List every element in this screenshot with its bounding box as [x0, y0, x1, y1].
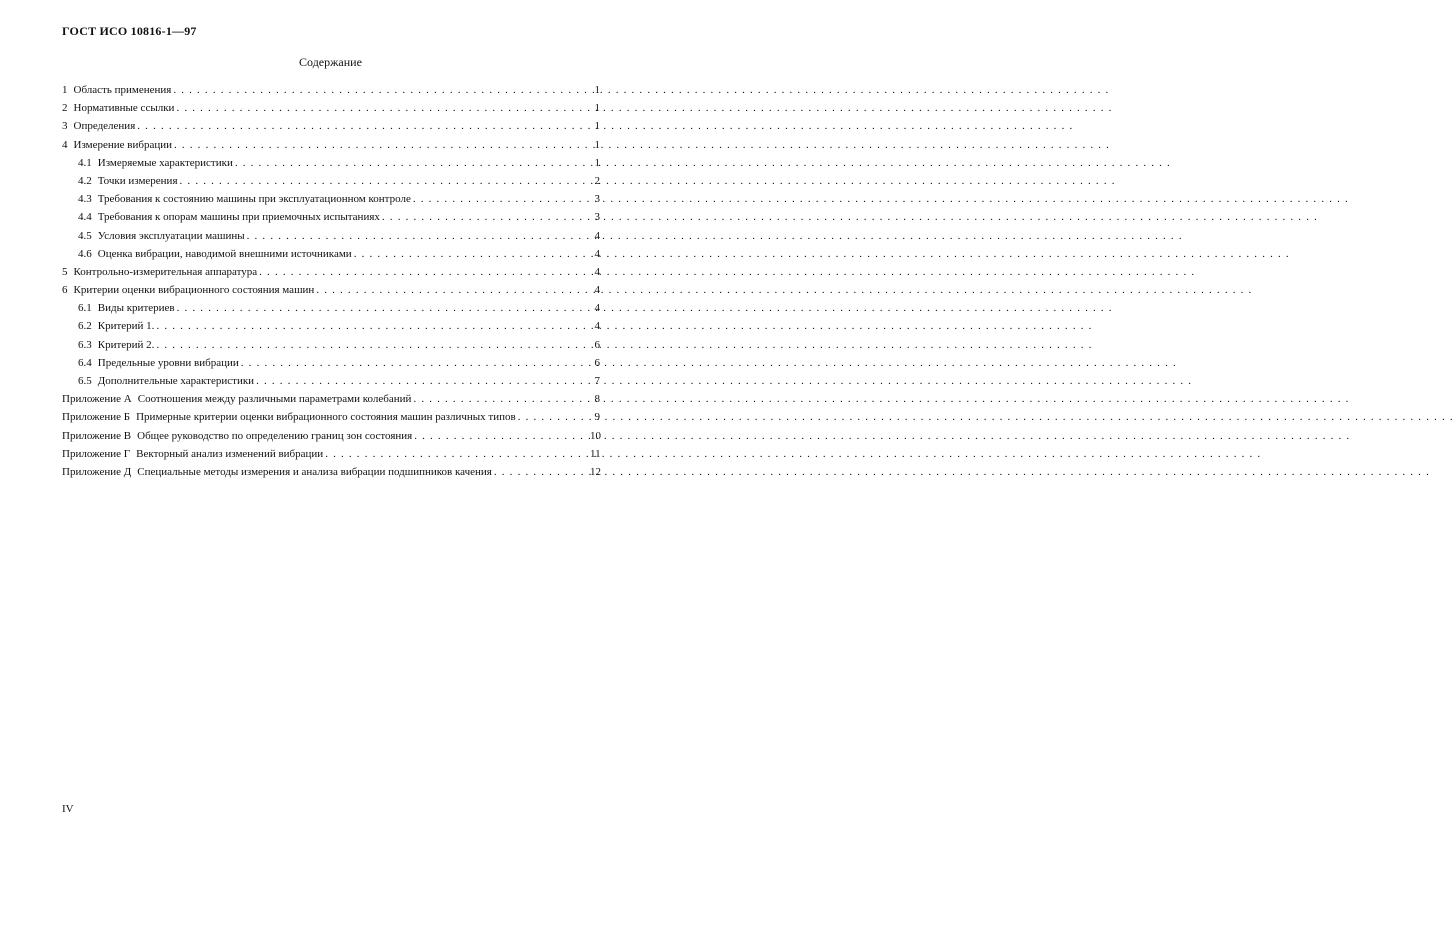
toc-entry[interactable]: [62, 463, 600, 481]
toc-entry-label: Предельные уровни вибрации: [97, 356, 239, 369]
toc-entry-number: Приложение Г: [62, 447, 131, 460]
toc-entry-label: Требования к состоянию машины при эксплуатационном контроле: [97, 193, 411, 206]
toc-entry-number: 4: [62, 138, 68, 151]
toc-entry-page: 2: [594, 174, 600, 187]
toc-entry-number: 5: [62, 265, 68, 278]
table-of-contents: [62, 81, 600, 481]
toc-leader-dots: [241, 354, 588, 372]
toc-entry-number: Приложение А: [62, 393, 132, 406]
toc-leader-dots: [382, 208, 588, 226]
toc-entry-number: 3: [62, 120, 68, 133]
toc-entry-page: 11: [590, 447, 601, 460]
toc-leader-dots: [137, 117, 588, 135]
toc-entry-number: Приложение Д: [62, 465, 132, 478]
toc-leader-dots: [173, 81, 588, 99]
toc-entry[interactable]: [62, 154, 600, 172]
toc-entry-page: 1: [594, 120, 600, 133]
toc-entry-label: Измеряемые характеристики: [97, 156, 233, 169]
toc-entry-page: 4: [594, 229, 600, 242]
toc-leader-dots: [174, 136, 588, 154]
toc-entry-label: Требования к опорам машины при приемочных испытаниях: [97, 211, 380, 224]
toc-entry[interactable]: [62, 136, 600, 154]
toc-entry[interactable]: [62, 227, 600, 245]
toc-entry-page: 4: [594, 265, 600, 278]
toc-entry-label: Область применения: [73, 84, 172, 96]
toc-entry-number: 6.1: [78, 302, 92, 315]
toc-entry-number: 4.4: [78, 211, 92, 224]
toc-entry[interactable]: [62, 99, 600, 117]
toc-leader-dots: [414, 427, 588, 445]
toc-entry[interactable]: [62, 245, 600, 263]
toc-entry-label: Оценка вибрации, наводимой внешними источниками: [97, 247, 352, 260]
toc-entry[interactable]: [62, 117, 600, 135]
toc-entry-number: 4.2: [78, 174, 92, 187]
document-code: ГОСТ ИСО 10816-1—97: [62, 24, 197, 38]
toc-entry-number: 6.2: [78, 320, 92, 333]
toc-entry-number: 4.3: [78, 193, 92, 206]
toc-entry-page: 4: [594, 302, 600, 315]
toc-leader-dots: [235, 154, 588, 172]
toc-leader-dots: [413, 190, 588, 208]
toc-entry-number: 6.5: [78, 375, 92, 387]
toc-entry-page: 1: [594, 138, 600, 151]
toc-entry-number: Приложение Б: [62, 411, 131, 424]
toc-entry-page: 3: [594, 211, 600, 224]
toc-entry-page: 1: [594, 102, 600, 115]
toc-entry[interactable]: [62, 354, 600, 372]
toc-entry-number: Приложение В: [62, 429, 132, 442]
toc-entry-page: 10: [590, 429, 601, 442]
toc-entry[interactable]: [62, 390, 600, 408]
toc-leader-dots: [518, 408, 588, 426]
toc-entry-number: 1: [62, 84, 68, 96]
toc-entry-label: Дополнительные характеристики: [97, 375, 255, 387]
toc-entry-number: 4.1: [78, 156, 92, 169]
toc-entry-number: 6: [62, 284, 68, 297]
toc-entry[interactable]: [62, 190, 600, 208]
toc-entry-label: Соотношения между различными параметрами колебаний: [137, 393, 412, 406]
toc-entry-page: 3: [594, 193, 600, 206]
toc-entry[interactable]: [62, 281, 600, 299]
toc-leader-dots: [247, 227, 588, 245]
toc-entry-label: Измерение вибрации: [73, 138, 172, 151]
toc-entry-label: Векторный анализ изменений вибрации: [136, 447, 324, 460]
toc-entry-page: 1: [594, 156, 600, 169]
toc-entry-page: 1: [594, 84, 600, 96]
toc-entry-page: 6: [594, 338, 600, 351]
toc-leader-dots: [316, 281, 588, 299]
toc-leader-dots: [177, 299, 588, 317]
toc-entry[interactable]: [62, 372, 600, 390]
toc-entry-page: 8: [594, 393, 600, 406]
toc-entry-page: 7: [594, 375, 600, 387]
toc-entry-label: Нормативные ссылки: [73, 102, 175, 115]
toc-leader-dots: [176, 99, 588, 117]
toc-entry-label: Определения: [73, 120, 136, 133]
toc-leader-dots: [156, 317, 588, 335]
toc-entry-label: Общее руководство по определению границ зон состояния: [137, 429, 413, 442]
toc-entry-label: Контрольно-измерительная аппаратура: [73, 265, 258, 278]
toc-entry[interactable]: [62, 172, 600, 190]
toc-leader-dots: [325, 445, 588, 463]
toc-entry-label: Специальные методы измерения и анализа вибрации подшипников качения: [137, 465, 492, 478]
toc-leader-dots: [259, 263, 588, 281]
toc-entry-label: Критерии оценки вибрационного состояния машин: [73, 284, 315, 297]
toc-entry-label: Виды критериев: [97, 302, 175, 315]
toc-entry-number: 6.3: [78, 338, 92, 351]
toc-entry-page: 12: [590, 465, 601, 478]
toc-entry-number: 2: [62, 102, 68, 115]
toc-leader-dots: [180, 172, 588, 190]
toc-entry-label: Критерий 1.: [97, 320, 155, 333]
toc-entry-label: Точки измерения: [97, 174, 178, 187]
page-number: IV: [62, 803, 74, 815]
toc-leader-dots: [156, 336, 588, 354]
toc-entry[interactable]: [62, 336, 600, 354]
toc-entry[interactable]: [62, 317, 600, 335]
toc-entry[interactable]: [62, 427, 600, 445]
toc-entry-label: Примерные критерии оценки вибрационного состояния машин различных типов: [136, 411, 516, 424]
toc-entry-number: 4.6: [78, 247, 92, 260]
toc-entry[interactable]: [62, 445, 600, 463]
toc-entry-number: 4.5: [78, 229, 92, 242]
toc-entry-page: 4: [594, 247, 600, 260]
toc-entry-page: 9: [594, 411, 600, 424]
toc-entry[interactable]: [62, 263, 600, 281]
toc-entry-page: 4: [594, 284, 600, 297]
toc-leader-dots: [354, 245, 588, 263]
toc-leader-dots: [413, 390, 588, 408]
toc-entry-number: 6.4: [78, 356, 92, 369]
toc-entry-label: Критерий 2.: [97, 338, 155, 351]
toc-entry[interactable]: [62, 408, 600, 426]
toc-leader-dots: [256, 372, 588, 390]
toc-entry[interactable]: [62, 208, 600, 226]
toc-entry-page: 6: [594, 356, 600, 369]
toc-entry-label: Условия эксплуатации машины: [97, 229, 245, 242]
toc-entry[interactable]: [62, 299, 600, 317]
toc-title: Содержание: [299, 55, 362, 69]
toc-entry-page: 4: [594, 320, 600, 333]
toc-entry[interactable]: [62, 81, 600, 99]
toc-leader-dots: [494, 463, 588, 481]
